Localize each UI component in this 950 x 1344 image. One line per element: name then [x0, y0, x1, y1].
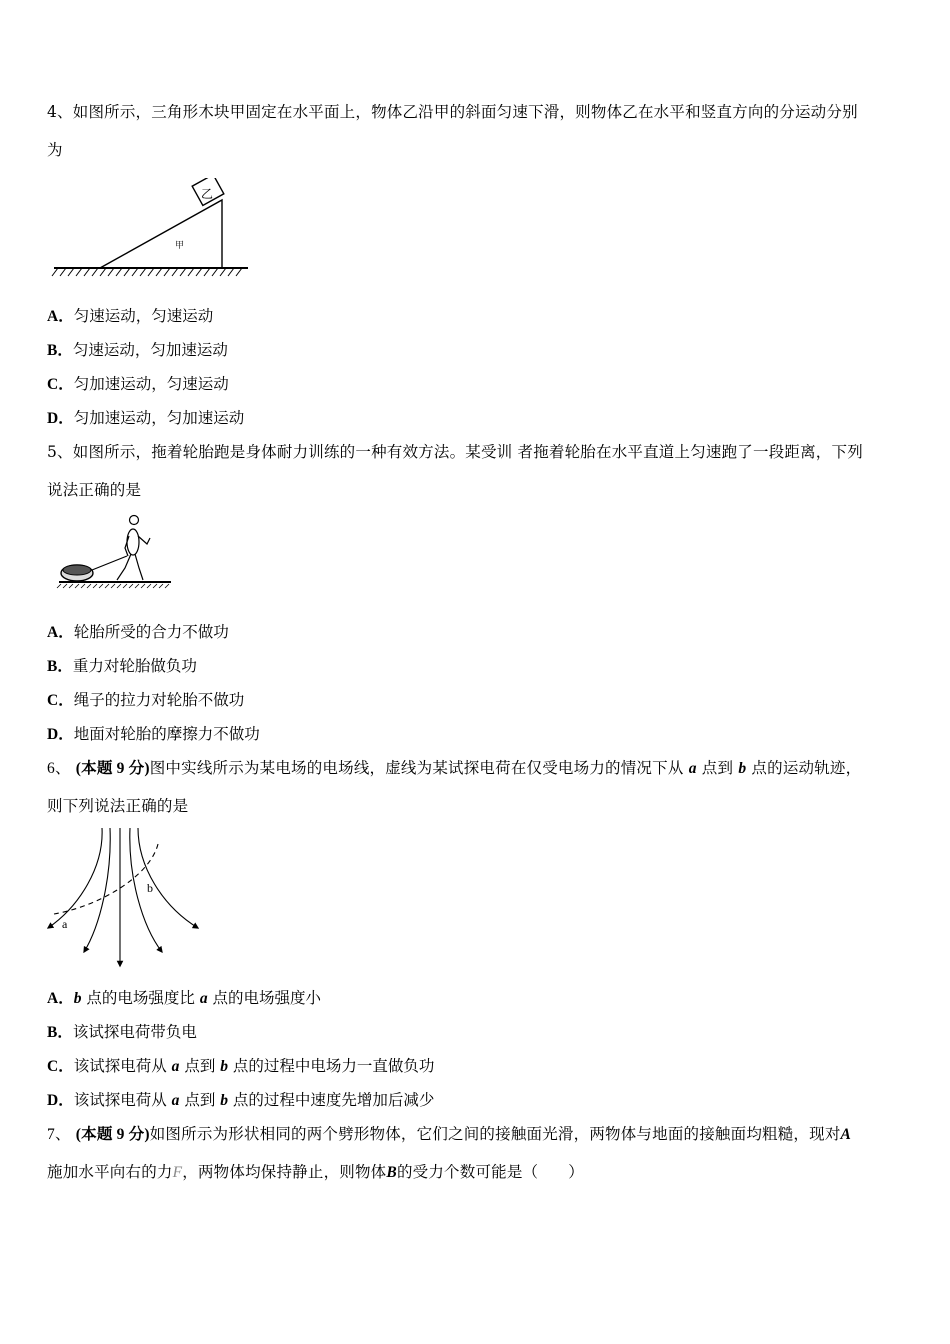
q4-option-d-letter: D．	[47, 410, 74, 427]
q6-option-d-text-0: 该试探电荷从	[73, 1091, 172, 1109]
q4-option-d	[47, 408, 244, 429]
q4-option-c	[47, 374, 229, 395]
q4-stem-line1: 4、如图所示，三角形木块甲固定在水平面上，物体乙沿甲的斜面匀速下滑，则物体乙在水平和竖直方向的分运动分别	[47, 103, 858, 121]
q5-stem-line1: 5、如图所示，拖着轮胎跑是身体耐力训练的一种有效方法。某受训 者拖着轮胎在水平直道上匀速跑了一段距离，下列	[47, 443, 863, 461]
q6-option-c	[47, 1056, 434, 1077]
q6-var-a: a	[688, 760, 697, 777]
q7-var-F: F	[172, 1164, 183, 1181]
q6-label-b: b	[147, 881, 153, 895]
q4-option-b-text: 匀速运动，匀加速运动	[72, 341, 228, 359]
q4-block-label: 乙	[201, 187, 214, 201]
q7-stem-text-line2-d: ）	[568, 1163, 584, 1181]
q5-option-c	[47, 690, 244, 711]
q5-figure-tire-runner	[55, 508, 175, 594]
q5-option-a-text: 轮胎所受的合力不做功	[73, 623, 229, 641]
q6-option-b-letter: B．	[47, 1024, 73, 1041]
q6-score-tag: (本题 9 分)	[75, 760, 150, 777]
q6-option-c-text-4: 点的过程中电场力一直做负功	[228, 1057, 435, 1075]
q7-stem-text-a: 如图所示为形状相同的两个劈形物体，它们之间的接触面光滑，两物体与地面的接触面均粗糙，现对	[149, 1125, 841, 1143]
q6-option-b	[47, 1022, 197, 1043]
q4-option-a-text: 匀速运动，匀速运动	[73, 307, 214, 325]
q6-option-c-text-2: 点到	[179, 1057, 221, 1075]
q6-option-a-text-2: 点的电场强度比	[81, 989, 200, 1007]
q7-stem-line2	[47, 1162, 584, 1183]
q6-option-d-text-4: 点的过程中速度先增加后减少	[228, 1091, 435, 1109]
q7-var-B: B	[386, 1164, 397, 1181]
q5-option-c-text: 绳子的拉力对轮胎不做功	[73, 691, 245, 709]
q6-label-a: a	[62, 917, 68, 931]
q6-number: 6、	[47, 760, 71, 777]
q6-option-c-var-b: b	[220, 1058, 228, 1075]
q6-stem-text-b: 点到	[701, 759, 734, 777]
q7-stem-line1	[47, 1124, 851, 1145]
q5-option-d-letter: D．	[47, 726, 74, 743]
q5-stem-line2: 说法正确的是	[47, 481, 142, 499]
q6-option-d-var-a: a	[171, 1092, 180, 1109]
q4-figure-incline	[50, 178, 255, 288]
q6-stem-line1	[47, 758, 861, 779]
q6-option-c-text-0: 该试探电荷从	[73, 1057, 172, 1075]
q4-option-c-text: 匀加速运动，匀速运动	[73, 375, 229, 393]
q4-stem-line2: 为	[47, 141, 63, 159]
q7-score-tag: (本题 9 分)	[75, 1126, 150, 1143]
q7-var-A: A	[840, 1126, 852, 1143]
q6-option-c-letter: C．	[47, 1058, 74, 1075]
q6-option-c-var-a: a	[171, 1058, 180, 1075]
q4-option-b-letter: B．	[47, 342, 73, 359]
q4-option-b	[47, 340, 228, 361]
q6-option-b-text: 该试探电荷带负电	[72, 1023, 197, 1041]
q6-option-a	[47, 988, 321, 1009]
q6-option-d-text-2: 点到	[179, 1091, 221, 1109]
q5-option-b	[47, 656, 197, 677]
q4-option-d-text: 匀加速运动，匀加速运动	[73, 409, 245, 427]
q5-option-a-letter: A．	[47, 624, 74, 641]
q6-option-a-text-4: 点的电场强度小	[207, 989, 321, 1007]
q7-stem-text-line2-c: 的受力个数可能是（	[396, 1163, 539, 1181]
q4-option-c-letter: C．	[47, 376, 74, 393]
q5-option-a	[47, 622, 229, 643]
q5-option-d-text: 地面对轮胎的摩擦力不做功	[73, 725, 260, 743]
q6-option-a-letter: A．	[47, 990, 74, 1007]
q7-stem-text-line2-a: 施加水平向右的力	[47, 1163, 173, 1181]
q5-option-b-text: 重力对轮胎做负功	[72, 657, 197, 675]
q6-option-a-var-a: a	[199, 990, 208, 1007]
q5-option-d	[47, 724, 260, 745]
q5-option-b-letter: B．	[47, 658, 73, 675]
q6-var-b: b	[738, 760, 747, 777]
q5-option-c-letter: C．	[47, 692, 74, 709]
q4-option-a-letter: A．	[47, 308, 74, 325]
q7-stem-text-line2-b: ，两物体均保持静止，则物体	[182, 1163, 387, 1181]
q7-number: 7、	[47, 1126, 71, 1143]
q6-option-d-var-b: b	[220, 1092, 228, 1109]
q6-option-d-letter: D．	[47, 1092, 74, 1109]
q6-stem-text-c: 点的运动轨迹，	[751, 759, 862, 777]
q6-option-a-var-b: b	[73, 990, 82, 1007]
q4-option-a	[47, 306, 213, 327]
q6-stem-text-a: 图中实线所示为某电场的电场线，虚线为某试探电荷在仅受电场力的情况下从	[149, 759, 684, 777]
q6-stem-line2: 则下列说法正确的是	[47, 797, 189, 815]
q4-wedge-label: 甲	[175, 241, 185, 251]
q6-option-d	[47, 1090, 434, 1111]
q6-figure-electric-field	[40, 826, 215, 972]
